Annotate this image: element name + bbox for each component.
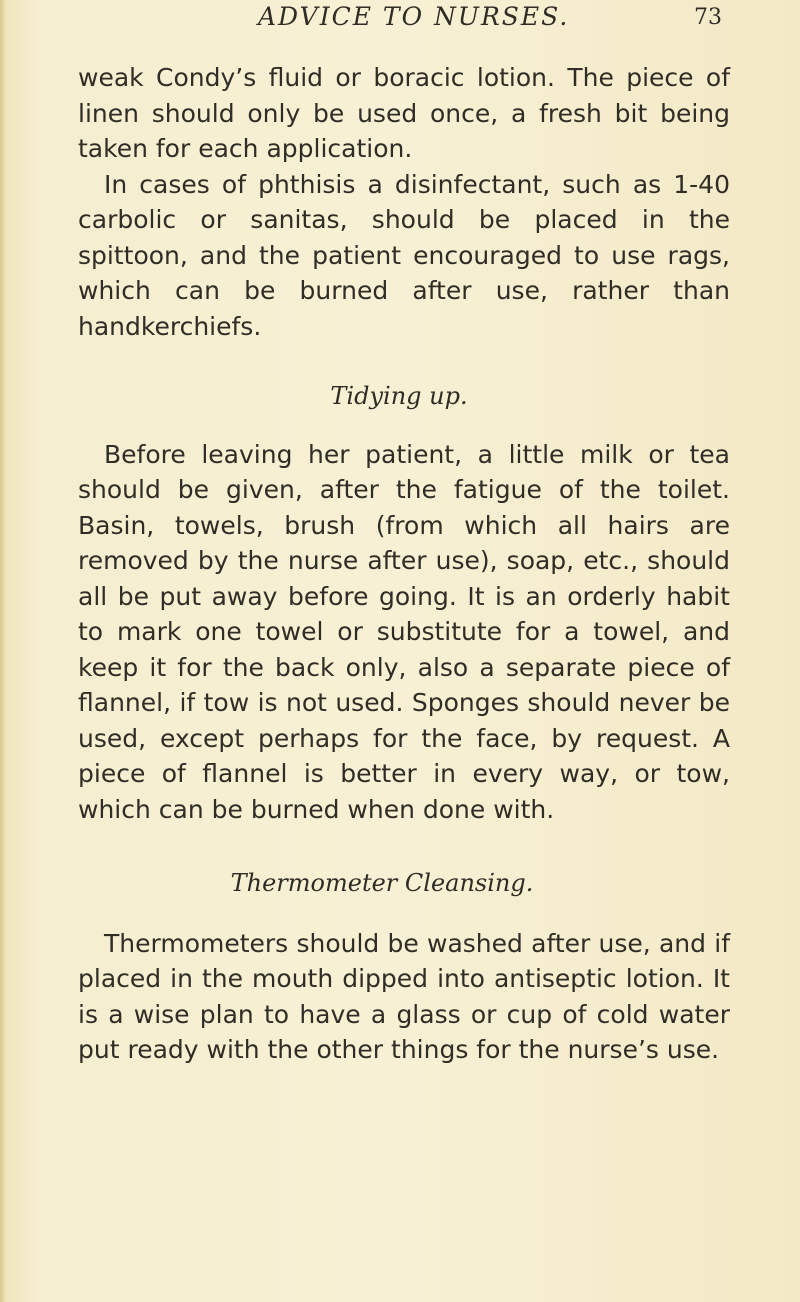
paragraph-continuation: weak Condy’s fluid or boracic lotion. The piece of linen should only be used once, a fresh bit being taken for each application. — [78, 63, 730, 163]
section-heading-thermometer-cleansing: Thermometer Cleansing. — [230, 869, 534, 897]
running-head — [0, 2, 800, 42]
paragraph-phthisis: In cases of phthisis a disinfectant, such as 1-40 carbolic or sanitas, should be placed in the spittoon, and the patient encouraged to use rags, which can be burned after use, rather than handkerchiefs. — [78, 169, 730, 341]
running-title: ADVICE TO NURSES. — [258, 2, 570, 31]
body-text — [78, 60, 730, 1068]
paragraph-tidying-up: Before leaving her patient, a little milk or tea should be given, after the fatigue of the toilet. Basin, towels, brush (from which all hairs are removed by the nurse after use), soap, etc., should all be put away before going. It is an orderly habit to mark one towel or substitute for a towel, and keep it for the back only, also a separate piece of flannel, if tow is not used. Sponges should never be used, except perhaps for the face, by request. A piece of flannel is better in every way, or tow, which can be burned when done with. — [78, 439, 730, 824]
page-gutter-edge — [0, 0, 6, 1302]
page-number: 73 — [694, 5, 722, 30]
paragraph-thermometer: Thermometers should be washed after use, and if placed in the mouth dipped into antiseptic lotion. It is a wise plan to have a glass or cup of cold water put ready with the other things for the nurse’s use. — [78, 928, 730, 1064]
section-heading-tidying-up: Tidying up. — [330, 382, 468, 410]
